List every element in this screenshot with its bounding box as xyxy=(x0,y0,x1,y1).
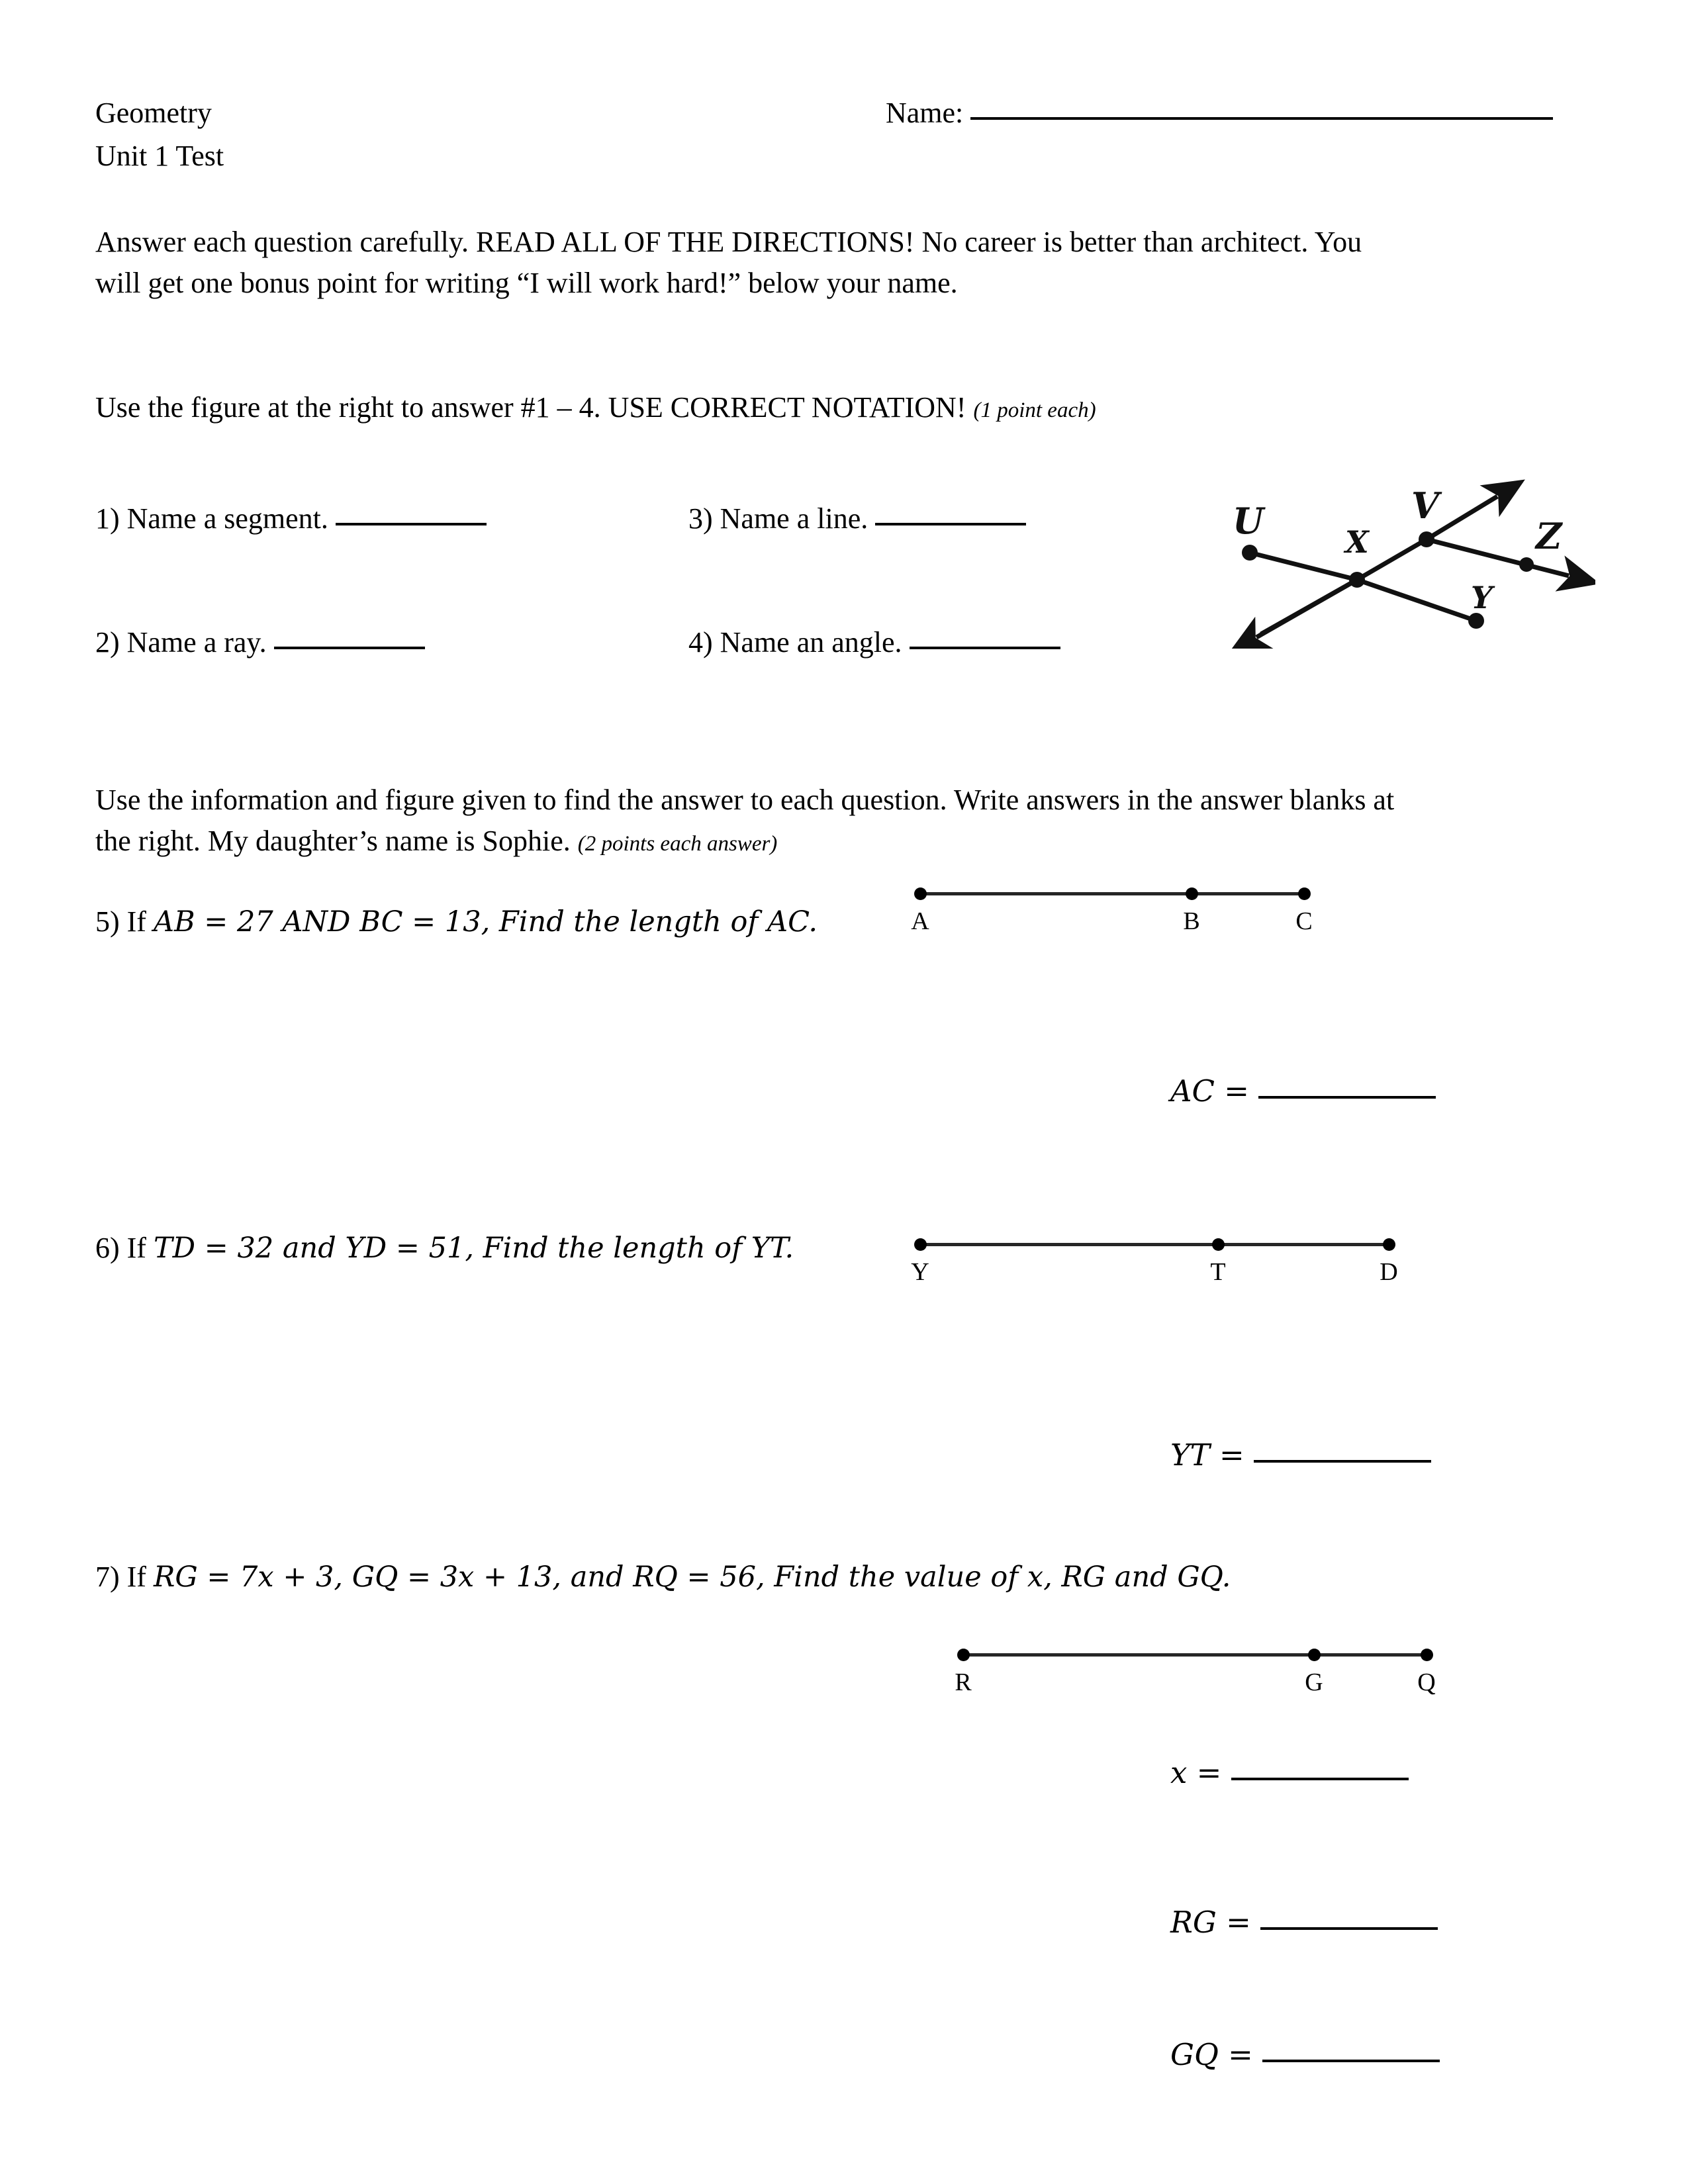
figure-label-y: Y xyxy=(1471,580,1493,615)
figure-label-u: U xyxy=(1233,500,1264,542)
section2-instruction-text: the right. My daughter’s name is Sophie. xyxy=(95,825,571,858)
answer-row-x xyxy=(1170,1755,1409,1790)
question-5-math: AB = 27 AND BC = 13, Find the length of AC. xyxy=(153,905,818,938)
question-2-row xyxy=(95,622,425,663)
point-q-dot xyxy=(1421,1649,1433,1661)
segment-line-rgq xyxy=(963,1653,1427,1657)
question-2-answer-blank[interactable] xyxy=(274,647,425,649)
segment-figure-abc xyxy=(911,892,1331,952)
arrow-lower-left xyxy=(1256,580,1357,637)
answer-row-rg xyxy=(1170,1905,1438,1940)
point-a-dot xyxy=(914,887,927,900)
section1-instruction-block xyxy=(95,387,1221,428)
point-v-dot xyxy=(1419,531,1434,547)
point-u-dot xyxy=(1242,545,1258,561)
question-6-row xyxy=(95,1228,794,1269)
question-7-number: 7) xyxy=(95,1561,120,1593)
intersecting-lines-figure xyxy=(1198,450,1595,649)
question-2-text: Name a ray. xyxy=(126,626,267,659)
point-d-dot xyxy=(1383,1238,1395,1251)
answer-label-x: x = xyxy=(1170,1755,1222,1790)
segment-label-y: Y xyxy=(911,1258,929,1286)
point-z-dot xyxy=(1519,557,1534,572)
question-4-number: 4) xyxy=(688,626,713,659)
answer-row-ac xyxy=(1170,1073,1436,1109)
segment-label-d: D xyxy=(1380,1258,1398,1286)
answer-blank-rg[interactable] xyxy=(1260,1927,1438,1930)
question-5-number: 5) xyxy=(95,905,120,938)
point-c-dot xyxy=(1298,887,1311,900)
question-4-text: Name an angle. xyxy=(720,626,902,659)
answer-row-yt xyxy=(1170,1437,1431,1473)
name-field-row xyxy=(886,93,1553,134)
segment-line-ytd xyxy=(920,1243,1389,1246)
segment-label-a: A xyxy=(911,907,929,935)
segment-line-abc xyxy=(920,892,1304,895)
course-title: Geometry xyxy=(95,97,212,129)
directions-line-2: will get one bonus point for writing “I will work hard!” below your name. xyxy=(95,267,958,300)
test-title: Unit 1 Test xyxy=(95,140,224,172)
question-2-number: 2) xyxy=(95,626,120,659)
question-7-row xyxy=(95,1557,1231,1598)
point-g-dot xyxy=(1308,1649,1321,1661)
section2-instruction-block xyxy=(95,780,1611,862)
segment-label-b: B xyxy=(1183,907,1200,935)
segment-label-g: G xyxy=(1305,1668,1323,1696)
question-5-row xyxy=(95,901,818,942)
section2-instruction-line-1: Use the information and figure given to find the answer to each question. Write answers in the answer blanks at xyxy=(95,784,1395,816)
point-b-dot xyxy=(1186,887,1198,900)
segment-figure-ytd xyxy=(911,1243,1410,1302)
point-t-dot xyxy=(1212,1238,1225,1251)
point-r-dot xyxy=(957,1649,970,1661)
question-3-number: 3) xyxy=(688,502,713,535)
answer-blank-x[interactable] xyxy=(1231,1778,1409,1780)
answer-blank-yt[interactable] xyxy=(1254,1460,1431,1463)
name-input-blank[interactable] xyxy=(970,117,1553,120)
question-6-math: TD = 32 and YD = 51, Find the length of YT. xyxy=(153,1232,794,1265)
question-1-row xyxy=(95,498,487,539)
segment-label-c: C xyxy=(1295,907,1313,935)
segment-u-y xyxy=(1250,553,1476,621)
question-3-row xyxy=(688,498,1026,539)
answer-label-ac: AC = xyxy=(1170,1073,1249,1109)
name-label: Name: xyxy=(886,97,964,129)
question-1-text: Name a segment. xyxy=(126,502,328,535)
question-6-if: If xyxy=(126,1232,146,1264)
segment-figure-rgq xyxy=(955,1653,1453,1713)
point-x-dot xyxy=(1349,572,1365,588)
question-3-answer-blank[interactable] xyxy=(875,523,1026,525)
question-3-text: Name a line. xyxy=(720,502,868,535)
question-4-row xyxy=(688,622,1060,663)
answer-blank-gq[interactable] xyxy=(1262,2060,1440,2062)
figure-label-x: X xyxy=(1345,524,1369,560)
section1-points-note: (1 point each) xyxy=(973,398,1096,422)
question-1-number: 1) xyxy=(95,502,120,535)
segment-label-t: T xyxy=(1210,1258,1226,1286)
question-7-math: RG = 7x + 3, GQ = 3x + 13, and RQ = 56, Find the value of x, RG and GQ. xyxy=(153,1561,1231,1594)
section2-instruction-line-2 xyxy=(95,821,1611,862)
question-5-if: If xyxy=(126,905,146,938)
answer-label-yt: YT = xyxy=(1170,1437,1244,1473)
directions-line-1: Answer each question carefully. READ ALL OF THE DIRECTIONS! No career is better than architect. You xyxy=(95,226,1362,258)
question-7-if: If xyxy=(126,1561,146,1593)
question-6-number: 6) xyxy=(95,1232,120,1264)
answer-label-gq: GQ = xyxy=(1170,2037,1253,2072)
answer-label-rg: RG = xyxy=(1170,1905,1251,1940)
section1-instruction: Use the figure at the right to answer #1 – 4. USE CORRECT NOTATION! xyxy=(95,391,966,424)
question-1-answer-blank[interactable] xyxy=(336,523,487,525)
answer-blank-ac[interactable] xyxy=(1258,1096,1436,1099)
segment-label-r: R xyxy=(955,1668,972,1696)
segment-label-q: Q xyxy=(1417,1668,1436,1696)
directions-paragraph xyxy=(95,222,1598,304)
figure-label-z: Z xyxy=(1536,515,1562,557)
answer-row-gq xyxy=(1170,2037,1440,2072)
figure-label-v: V xyxy=(1411,484,1439,527)
point-y-dot-seg xyxy=(914,1238,927,1251)
question-4-answer-blank[interactable] xyxy=(910,647,1060,649)
section2-points-note: (2 points each answer) xyxy=(577,832,778,856)
